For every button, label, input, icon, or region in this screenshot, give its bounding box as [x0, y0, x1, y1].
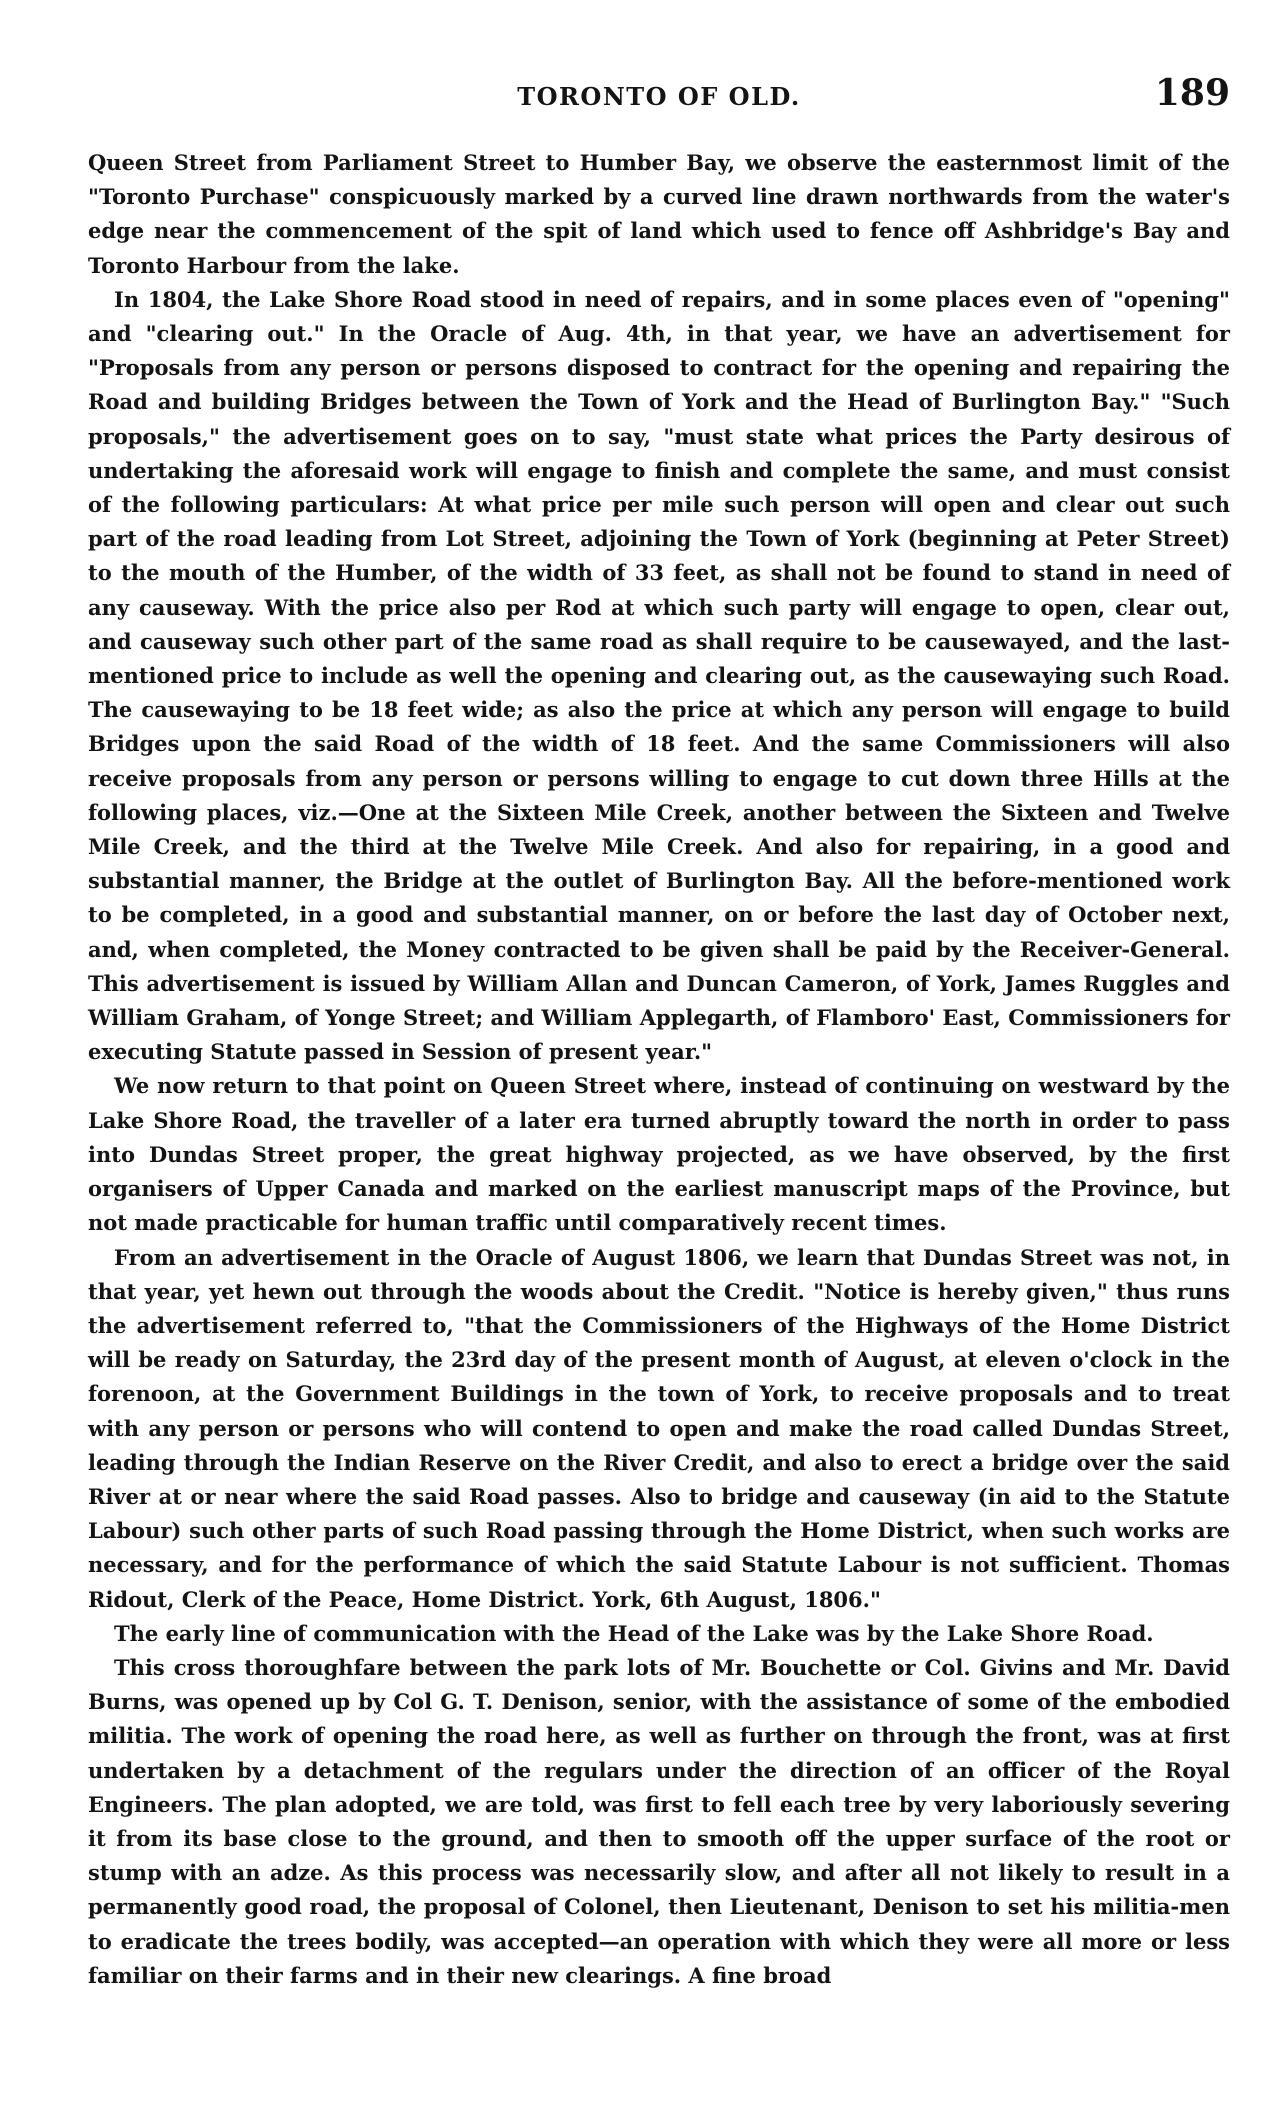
paragraph-5: The early line of communication with the Head of the Lake was by the Lake Shore Road. [114, 1620, 1154, 1646]
paragraph-3: We now return to that point on Queen Street where, instead of continuing on westward by the Lake Shore Road, the traveller of a later era turned abruptly toward the north in order to pass into Dundas Street proper, the great highway projected, as we have observed, by the first organisers of Upper Canada and marked on the earliest manuscript maps of the Province, but not made practicable for human traffic until comparatively recent times. [88, 1073, 1230, 1236]
paragraph-2: In 1804, the Lake Shore Road stood in need of repairs, and in some places even of "opening" and "clearing out." In the Oracle of Aug. 4th, in that year, we have an advertisement for "Proposals from any person or persons disposed to contract for the opening and repairing the Road and building Bridges between the Town of York and the Head of Burlington Bay." "Such proposals," the advertisement goes on to say, "must state what prices the Party desirous of undertaking the aforesaid work will engage to finish and complete the same, and must consist of the following particulars: At what price per mile such person will open and clear out such part of the road leading from Lot Street, adjoining the Town of York (beginning at Peter Street) to the mouth of the Humber, of the width of 33 feet, as shall not be found to stand in need of any causeway. With the price also per Rod at which such party will engage to open, clear out, and causeway such other part of the same road as shall require to be causewayed, and the last-mentioned price to include as well the opening and clearing out, as the causewaying such Road. The causewaying to be 18 feet wide; as also the price at which any person will engage to build Bridges upon the said Road of the width of 18 feet. And the same Commissioners will also receive proposals from any person or persons willing to engage to cut down three Hills at the following places, viz.—One at the Sixteen Mile Creek, another between the Sixteen and Twelve Mile Creek, and the third at the Twelve Mile Creek. And also for repairing, in a good and substantial manner, the Bridge at the outlet of Burlington Bay. All the before-mentioned work to be completed, in a good and substantial manner, on or before the last day of October next, and, when completed, the Money contracted to be given shall be paid by the Receiver-General. This advertisement is issued by William Allan and Duncan Cameron, of York, James Ruggles and William Graham, of Yonge Street; and William Applegarth, of Flamboro' East, Commissioners for executing Statute passed in Session of present year." [88, 286, 1230, 1065]
paragraph-4: From an advertisement in the Oracle of August 1806, we learn that Dundas Street was not, in that year, yet hewn out through the woods about the Credit. "Notice is hereby given," thus runs the advertisement referred to, "that the Commissioners of the Highways of the Home District will be ready on Saturday, the 23rd day of the present month of August, at eleven o'clock in the forenoon, at the Government Buildings in the town of York, to receive proposals and to treat with any person or persons who will contend to open and make the road called Dundas Street, leading through the Indian Reserve on the River Credit, and also to erect a bridge over the said River at or near where the said Road passes. Also to bridge and causeway (in aid to the Statute Labour) such other parts of such Road passing through the Home District, when such works are necessary, and for the performance of which the said Statute Labour is not sufficient. Thomas Ridout, Clerk of the Peace, Home District. York, 6th August, 1806." [88, 1244, 1230, 1612]
page-number: 189 [1154, 72, 1230, 114]
running-title: TORONTO OF OLD. [517, 82, 801, 111]
running-head [88, 72, 1230, 118]
paragraph-6: This cross thoroughfare between the park lots of Mr. Bouchette or Col. Givins and Mr. David Burns, was opened up by Col G. T. Denison, senior, with the assistance of some of the embodied militia. The work of opening the road here, as well as further on through the front, was at first undertaken by a detachment of the regulars under the direction of an officer of the Royal Engineers. The plan adopted, we are told, was first to fell each tree by very laboriously severing it from its base close to the ground, and then to smooth off the upper surface of the root or stump with an adze. As this process was necessarily slow, and after all not likely to result in a permanently good road, the proposal of Colonel, then Lieutenant, Denison to set his militia-men to eradicate the trees bodily, was accepted—an operation with which they were all more or less familiar on their farms and in their new clearings. A fine broad [88, 1654, 1230, 1988]
paragraph-1: Queen Street from Parliament Street to Humber Bay, we observe the easternmost limit of the "Toronto Purchase" conspicuously marked by a curved line drawn northwards from the water's edge near the commencement of the spit of land which used to fence off Ashbridge's Bay and Toronto Harbour from the lake. [88, 150, 1230, 278]
body-text [88, 146, 1230, 1993]
